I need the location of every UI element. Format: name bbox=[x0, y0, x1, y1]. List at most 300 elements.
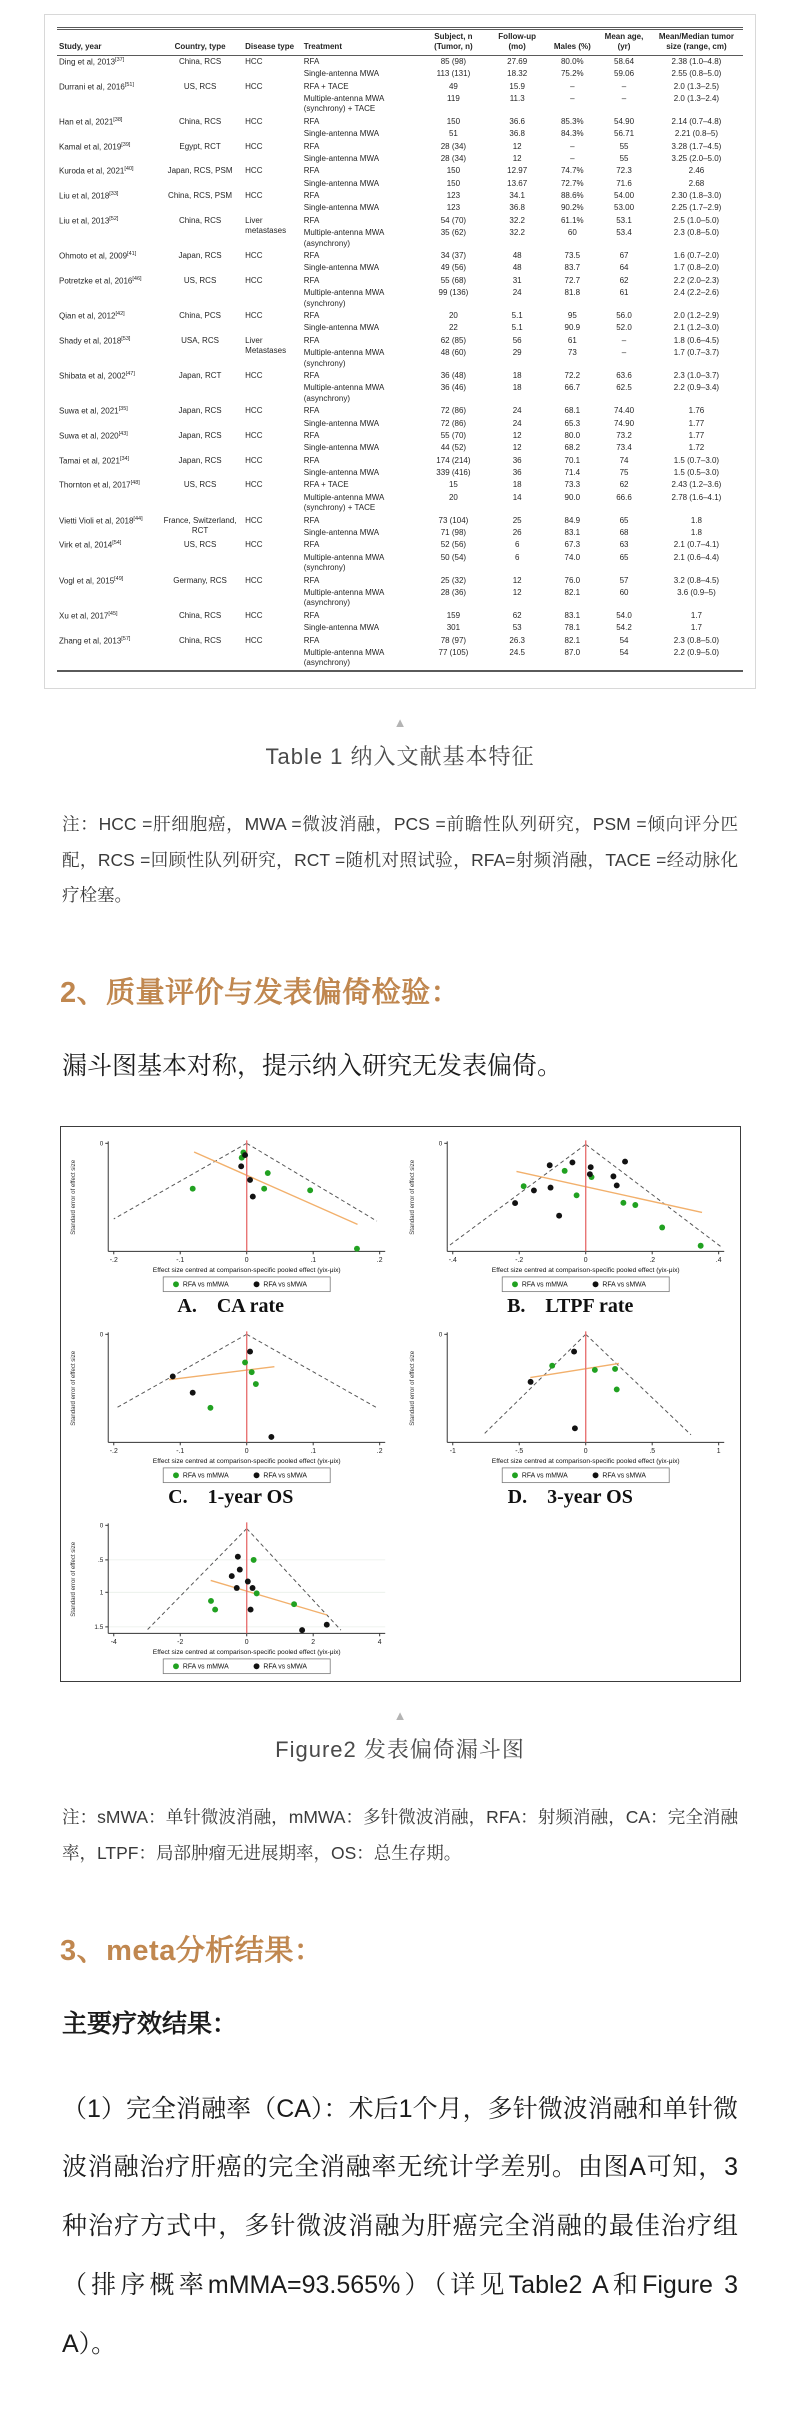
table-header-row bbox=[57, 29, 743, 56]
study-cell: Xu et al, 2017[45] bbox=[59, 610, 118, 621]
age-cell: 54 bbox=[619, 635, 629, 645]
subject-cell: 49 (56) bbox=[440, 263, 467, 273]
males-cell: 84.9 bbox=[564, 515, 581, 525]
subject-cell: 36 (48) bbox=[440, 370, 467, 380]
svg-text:RFA vs mMWA: RFA vs mMWA bbox=[182, 1472, 229, 1480]
males-cell: 74.0 bbox=[564, 552, 581, 562]
subject-cell: 49 bbox=[448, 81, 458, 91]
treatment-cell: RFA bbox=[303, 166, 320, 176]
size-cell: 2.14 (0.7–4.8) bbox=[671, 116, 722, 126]
study-cell: Suwa et al, 2021[35] bbox=[59, 406, 128, 416]
column-header: Follow-up (mo) bbox=[488, 29, 547, 56]
subject-cell: 119 bbox=[447, 93, 460, 103]
males-cell: 65.3 bbox=[564, 418, 581, 428]
followup-cell: 12 bbox=[512, 153, 522, 163]
age-cell: 60 bbox=[619, 587, 629, 597]
funnel-plot-svg-A bbox=[65, 1137, 397, 1295]
treatment-cell: Single-antenna MWA bbox=[303, 129, 380, 139]
table-row bbox=[57, 455, 743, 467]
country-cell: US, RCS bbox=[183, 480, 217, 490]
age-cell: 54.90 bbox=[614, 116, 635, 126]
funnel-plot-grid bbox=[61, 1137, 740, 1677]
disease-cell: HCC bbox=[245, 116, 263, 126]
subject-cell: 85 (98) bbox=[440, 56, 467, 66]
males-cell: 72.2 bbox=[564, 370, 581, 380]
country-cell: US, RCS bbox=[183, 540, 217, 550]
funnel-plot-A bbox=[61, 1137, 401, 1326]
followup-cell: 48 bbox=[512, 263, 522, 273]
subject-cell: 52 (56) bbox=[440, 540, 467, 550]
column-header: Subject, n (Tumor, n) bbox=[419, 29, 488, 56]
treatment-cell: RFA bbox=[303, 310, 320, 320]
followup-cell: 12 bbox=[512, 141, 522, 151]
size-cell: 2.43 (1.2–3.6) bbox=[671, 480, 722, 490]
funnel-plot-svg-E bbox=[65, 1519, 397, 1677]
funnel-plot-E bbox=[61, 1519, 401, 1677]
males-cell: 83.1 bbox=[564, 528, 581, 538]
age-cell: 61 bbox=[619, 288, 629, 298]
table-row bbox=[57, 116, 743, 128]
size-cell: 1.77 bbox=[688, 430, 705, 440]
males-cell: 61.1% bbox=[560, 215, 584, 225]
subject-cell: 77 (105) bbox=[438, 647, 469, 657]
size-cell: 2.25 (1.7–2.9) bbox=[671, 203, 722, 213]
subject-cell: 20 bbox=[448, 492, 458, 502]
males-cell: – bbox=[570, 93, 575, 103]
size-cell: 3.25 (2.0–5.0) bbox=[671, 153, 722, 163]
section2-heading: 2、质量评价与发表偏倚检验： bbox=[60, 977, 461, 1010]
figure2-image[interactable] bbox=[60, 1126, 741, 1682]
country-cell: China, PCS bbox=[179, 310, 221, 320]
age-cell: 62 bbox=[619, 480, 629, 490]
subject-cell: 35 (62) bbox=[440, 228, 467, 238]
table-row bbox=[57, 310, 743, 322]
study-cell: Ding et al, 2013[37] bbox=[59, 56, 125, 67]
treatment-cell: Single-antenna MWA bbox=[303, 69, 380, 79]
svg-text:RFA vs sMWA: RFA vs sMWA bbox=[602, 1281, 647, 1289]
figure2-caption: Figure2 发表偏倚漏斗图 bbox=[275, 1737, 525, 1763]
followup-cell: 12 bbox=[512, 443, 522, 453]
size-cell: 2.1 (0.6–4.4) bbox=[673, 552, 720, 562]
table-row bbox=[57, 275, 743, 287]
treatment-cell: Single-antenna MWA bbox=[303, 203, 380, 213]
svg-text:RFA vs sMWA: RFA vs sMWA bbox=[602, 1472, 647, 1480]
age-cell: 62 bbox=[619, 275, 629, 285]
disease-cell: Liver Metastases bbox=[245, 335, 287, 356]
males-cell: 75.2% bbox=[560, 69, 584, 79]
size-cell: 1.7 (0.8–2.0) bbox=[673, 263, 720, 273]
svg-text:Effect size centred at compari: Effect size centred at comparison-specific pooled effect (yix-μix) bbox=[152, 1649, 341, 1657]
treatment-cell: RFA bbox=[303, 635, 320, 645]
svg-text:RFA vs mMWA: RFA vs mMWA bbox=[522, 1472, 568, 1480]
treatment-cell: Single-antenna MWA bbox=[303, 323, 380, 333]
treatment-cell: RFA bbox=[303, 56, 320, 66]
subject-cell: 150 bbox=[446, 178, 461, 188]
treatment-cell: RFA bbox=[303, 455, 320, 465]
treatment-cell: RFA bbox=[303, 370, 320, 380]
funnel-plot-svg-C bbox=[65, 1328, 397, 1486]
svg-text:-.5: -.5 bbox=[515, 1448, 524, 1456]
age-cell: 56.71 bbox=[614, 129, 635, 139]
study-cell: Durrani et al, 2016[51] bbox=[59, 81, 135, 92]
subject-cell: 25 (32) bbox=[440, 575, 467, 585]
subject-cell: 55 (68) bbox=[440, 275, 467, 285]
treatment-cell: Multiple-antenna MWA (asynchrony) bbox=[303, 383, 384, 403]
followup-cell: 48 bbox=[512, 251, 522, 261]
country-cell: Japan, RCS bbox=[178, 251, 222, 261]
followup-cell: 32.2 bbox=[509, 215, 525, 225]
treatment-cell: RFA + TACE bbox=[303, 480, 349, 490]
subject-cell: 159 bbox=[446, 610, 461, 620]
age-cell: – bbox=[621, 348, 627, 358]
males-cell: 84.3% bbox=[560, 129, 584, 139]
followup-cell: 5.1 bbox=[511, 323, 523, 333]
treatment-cell: Single-antenna MWA bbox=[303, 468, 380, 478]
followup-cell: 31 bbox=[512, 275, 522, 285]
treatment-cell: Single-antenna MWA bbox=[303, 623, 380, 633]
svg-text:Standard error of effect size: Standard error of effect size bbox=[409, 1350, 417, 1426]
followup-cell: 18.32 bbox=[507, 69, 528, 79]
study-cell: Liu et al, 2013[52] bbox=[59, 215, 119, 226]
funnel-plot-caption-D: D. 3-year OS bbox=[507, 1486, 633, 1509]
subject-cell: 113 (131) bbox=[436, 69, 471, 79]
table-row bbox=[57, 190, 743, 202]
size-cell: 2.4 (2.2–2.6) bbox=[673, 288, 720, 298]
size-cell: 2.0 (1.3–2.5) bbox=[673, 81, 720, 91]
country-cell: USA, RCS bbox=[181, 335, 219, 345]
svg-text:0: 0 bbox=[244, 1639, 249, 1647]
table-row bbox=[57, 479, 743, 491]
followup-cell: 36 bbox=[512, 468, 522, 478]
svg-text:Effect size centred at compari: Effect size centred at comparison-specific pooled effect (yix-μix) bbox=[152, 1458, 341, 1466]
followup-cell: 36 bbox=[512, 455, 522, 465]
treatment-cell: RFA bbox=[303, 406, 320, 416]
size-cell: 2.30 (1.8–3.0) bbox=[671, 191, 722, 201]
svg-text:-.1: -.1 bbox=[175, 1448, 184, 1456]
followup-cell: 12 bbox=[512, 587, 522, 597]
males-cell: – bbox=[570, 81, 575, 91]
svg-text:1: 1 bbox=[99, 1589, 104, 1597]
svg-text:0: 0 bbox=[439, 1331, 443, 1339]
treatment-cell: Single-antenna MWA bbox=[303, 178, 380, 188]
age-cell: 73.2 bbox=[616, 430, 632, 440]
males-cell: 60 bbox=[567, 228, 577, 238]
disease-cell: HCC bbox=[245, 430, 263, 440]
svg-text:.5: .5 bbox=[97, 1557, 104, 1565]
size-cell: 1.7 (0.7–3.7) bbox=[673, 348, 720, 358]
svg-text:Effect size centred at compari: Effect size centred at comparison-specific pooled effect (yix-μix) bbox=[152, 1267, 341, 1275]
table-row bbox=[57, 405, 743, 417]
males-cell: 87.0 bbox=[564, 647, 581, 657]
age-cell: 53.00 bbox=[614, 203, 635, 213]
size-cell: 2.5 (1.0–5.0) bbox=[673, 215, 720, 225]
followup-cell: 36.8 bbox=[509, 129, 525, 139]
treatment-cell: Single-antenna MWA bbox=[303, 263, 380, 273]
subject-cell: 51 bbox=[448, 129, 458, 139]
column-header: Disease type bbox=[243, 29, 302, 56]
collapse-triangle-icon: ▲ bbox=[393, 1708, 407, 1724]
country-cell: Japan, RCS bbox=[178, 406, 222, 416]
males-cell: 78.1 bbox=[564, 623, 581, 633]
study-cell: Virk et al, 2014[54] bbox=[59, 540, 122, 551]
study-cell: Thornton et al, 2017[48] bbox=[59, 480, 140, 491]
age-cell: 63.6 bbox=[616, 370, 632, 380]
svg-text:Standard error of effect size: Standard error of effect size bbox=[69, 1541, 77, 1617]
study-cell: Vietti Violi et al, 2018[44] bbox=[59, 515, 143, 526]
disease-cell: HCC bbox=[245, 455, 263, 465]
country-cell: Japan, RCS, PSM bbox=[167, 166, 233, 176]
svg-text:0: 0 bbox=[584, 1257, 588, 1265]
study-cell: Ohmoto et al, 2009[41] bbox=[59, 251, 137, 261]
country-cell: China, RCS bbox=[178, 635, 222, 645]
age-cell: 75 bbox=[619, 468, 629, 478]
treatment-cell: RFA + TACE bbox=[303, 81, 349, 91]
age-cell: 72.3 bbox=[616, 166, 632, 176]
followup-cell: 12 bbox=[512, 575, 522, 585]
subject-cell: 99 (136) bbox=[438, 288, 469, 298]
subject-cell: 123 bbox=[446, 203, 461, 213]
age-cell: 54.00 bbox=[614, 191, 635, 201]
followup-cell: 24.5 bbox=[509, 647, 525, 657]
table-row bbox=[57, 81, 743, 93]
study-cell: Qian et al, 2012[42] bbox=[59, 310, 125, 321]
table-row bbox=[57, 430, 743, 442]
svg-text:Standard error of effect size: Standard error of effect size bbox=[69, 1350, 77, 1426]
svg-text:-4: -4 bbox=[110, 1639, 117, 1647]
subject-cell: 72 (86) bbox=[440, 406, 467, 416]
funnel-plot-svg-D bbox=[404, 1328, 736, 1486]
treatment-cell: Single-antenna MWA bbox=[303, 443, 380, 453]
disease-cell: HCC bbox=[245, 56, 263, 66]
size-cell: 2.3 (0.8–5.0) bbox=[673, 228, 720, 238]
followup-cell: 36.8 bbox=[509, 203, 525, 213]
size-cell: 2.2 (0.9–5.0) bbox=[673, 647, 720, 657]
age-cell: 54.2 bbox=[616, 623, 632, 633]
treatment-cell: Multiple-antenna MWA (synchrony) bbox=[303, 552, 384, 573]
table1-image[interactable] bbox=[44, 14, 756, 689]
followup-cell: 27.69 bbox=[507, 56, 528, 66]
followup-cell: 36.6 bbox=[509, 116, 525, 126]
country-cell: Japan, RCT bbox=[178, 370, 222, 380]
size-cell: 2.2 (2.0–2.3) bbox=[673, 275, 720, 285]
treatment-cell: RFA bbox=[303, 191, 320, 201]
males-cell: 81.8 bbox=[564, 288, 581, 298]
subject-cell: 54 (70) bbox=[440, 215, 467, 225]
size-cell: 2.78 (1.6–4.1) bbox=[671, 492, 722, 502]
followup-cell: 12.97 bbox=[507, 166, 528, 176]
table-row bbox=[57, 141, 743, 153]
svg-text:-.2: -.2 bbox=[109, 1448, 118, 1456]
males-cell: 95 bbox=[567, 310, 577, 320]
subject-cell: 55 (70) bbox=[440, 430, 467, 440]
age-cell: 74.40 bbox=[614, 406, 635, 416]
svg-text:1.5: 1.5 bbox=[94, 1624, 104, 1632]
column-header: Treatment bbox=[302, 29, 419, 56]
table1-note: 注：HCC =肝细胞癌，MWA =微波消融，PCS =前瞻性队列研究，PSM =倾向评分匹配，RCS =回顾性队列研究，RCT =随机对照试验，RFA=射频消融，TACE =经动脉化疗栓塞。 bbox=[62, 813, 738, 906]
treatment-cell: RFA bbox=[303, 215, 320, 225]
funnel-plot-caption-B: B. LTPF rate bbox=[507, 1295, 634, 1318]
age-cell: – bbox=[621, 81, 627, 91]
table-row bbox=[57, 165, 743, 177]
table-row bbox=[57, 515, 743, 527]
followup-cell: 25 bbox=[512, 515, 522, 525]
males-cell: 73.5 bbox=[564, 251, 581, 261]
country-cell: Japan, RCS bbox=[178, 430, 222, 440]
subject-cell: 34 (37) bbox=[440, 251, 467, 261]
treatment-cell: RFA bbox=[303, 430, 320, 440]
males-cell: 85.3% bbox=[560, 116, 584, 126]
followup-cell: 18 bbox=[512, 480, 522, 490]
age-cell: – bbox=[621, 335, 627, 345]
country-cell: Japan, RCS bbox=[178, 455, 222, 465]
treatment-cell: Multiple-antenna MWA (asynchrony) bbox=[303, 587, 384, 608]
size-cell: 1.76 bbox=[688, 406, 705, 416]
size-cell: 1.7 bbox=[690, 623, 702, 633]
study-cell: Vogl et al, 2015[49] bbox=[59, 575, 124, 586]
country-cell: US, RCS bbox=[183, 81, 217, 91]
disease-cell: HCC bbox=[245, 191, 263, 201]
followup-cell: 62 bbox=[512, 610, 522, 620]
treatment-cell: Single-antenna MWA bbox=[303, 153, 380, 163]
followup-cell: 24 bbox=[512, 406, 522, 416]
table-row bbox=[57, 55, 743, 68]
country-cell: China, RCS bbox=[178, 56, 222, 66]
size-cell: 1.5 (0.5–3.0) bbox=[673, 468, 720, 478]
age-cell: 73.4 bbox=[616, 443, 632, 453]
size-cell: 2.38 (1.0–4.8) bbox=[671, 56, 722, 66]
svg-text:0: 0 bbox=[244, 1448, 249, 1456]
males-cell: 73.3 bbox=[564, 480, 581, 490]
subject-cell: 28 (34) bbox=[440, 153, 467, 163]
svg-text:.2: .2 bbox=[376, 1257, 383, 1265]
age-cell: 74.90 bbox=[614, 418, 635, 428]
treatment-cell: Multiple-antenna MWA (asynchrony) bbox=[303, 647, 384, 668]
size-cell: 1.8 (0.6–4.5) bbox=[673, 335, 720, 345]
treatment-cell: RFA bbox=[303, 116, 320, 126]
table-row bbox=[57, 250, 743, 262]
size-cell: 1.72 bbox=[688, 443, 705, 453]
subject-cell: 72 (86) bbox=[440, 418, 467, 428]
study-cell: Zhang et al, 2013[57] bbox=[59, 635, 131, 646]
size-cell: 1.8 bbox=[690, 515, 702, 525]
column-header: Mean age, (yr) bbox=[598, 29, 650, 56]
size-cell: 3.2 (0.8–4.5) bbox=[673, 575, 720, 585]
svg-text:-.2: -.2 bbox=[515, 1257, 524, 1265]
size-cell: 2.0 (1.3–2.4) bbox=[673, 93, 720, 103]
svg-text:0: 0 bbox=[244, 1257, 249, 1265]
size-cell: 2.1 (1.2–3.0) bbox=[673, 323, 720, 333]
treatment-cell: RFA bbox=[303, 540, 320, 550]
size-cell: 3.6 (0.9–5) bbox=[677, 587, 716, 597]
country-cell: France, Switzerland, RCT bbox=[163, 515, 237, 536]
subject-cell: 174 (214) bbox=[436, 455, 471, 465]
column-header: Country, type bbox=[157, 29, 243, 56]
age-cell: 55 bbox=[619, 141, 629, 151]
males-cell: 72.7% bbox=[560, 178, 584, 188]
males-cell: 74.7% bbox=[560, 166, 584, 176]
age-cell: 59.06 bbox=[614, 69, 635, 79]
svg-text:RFA vs sMWA: RFA vs sMWA bbox=[263, 1281, 307, 1289]
males-cell: – bbox=[570, 153, 575, 163]
table-row bbox=[57, 610, 743, 622]
funnel-plot-D bbox=[401, 1328, 741, 1517]
svg-text:.1: .1 bbox=[310, 1448, 316, 1456]
males-cell: 90.2% bbox=[560, 203, 584, 213]
svg-text:.5: .5 bbox=[649, 1448, 656, 1456]
treatment-cell: RFA bbox=[303, 141, 320, 151]
age-cell: 53.4 bbox=[616, 228, 632, 238]
disease-cell: HCC bbox=[245, 275, 263, 285]
svg-text:-.1: -.1 bbox=[175, 1257, 184, 1265]
treatment-cell: RFA bbox=[303, 610, 320, 620]
size-cell: 2.2 (0.9–3.4) bbox=[673, 383, 720, 393]
disease-cell: HCC bbox=[245, 540, 263, 550]
section3-subheading: 主要疗效结果： bbox=[62, 2009, 238, 2038]
svg-text:.4: .4 bbox=[716, 1257, 722, 1265]
followup-cell: 34.1 bbox=[509, 191, 525, 201]
subject-cell: 78 (97) bbox=[440, 635, 467, 645]
males-cell: 68.1 bbox=[564, 406, 581, 416]
age-cell: 58.64 bbox=[614, 56, 635, 66]
collapse-triangle-icon: ▲ bbox=[393, 714, 407, 730]
disease-cell: HCC bbox=[245, 251, 263, 261]
followup-cell: 53 bbox=[512, 623, 522, 633]
followup-cell: 26.3 bbox=[509, 635, 525, 645]
treatment-cell: Multiple-antenna MWA (asynchrony) bbox=[303, 228, 384, 248]
disease-cell: HCC bbox=[245, 81, 263, 91]
svg-text:RFA vs mMWA: RFA vs mMWA bbox=[182, 1281, 229, 1289]
treatment-cell: RFA bbox=[303, 575, 320, 585]
age-cell: 55 bbox=[619, 153, 629, 163]
svg-text:-1: -1 bbox=[449, 1448, 457, 1456]
study-cell: Tamai et al, 2021[34] bbox=[59, 455, 130, 466]
svg-text:-.2: -.2 bbox=[109, 1257, 118, 1265]
disease-cell: HCC bbox=[245, 635, 263, 645]
followup-cell: 29 bbox=[512, 348, 522, 358]
svg-text:Standard error of effect size: Standard error of effect size bbox=[409, 1159, 417, 1235]
subject-cell: 50 (54) bbox=[440, 552, 467, 562]
followup-cell: 13.67 bbox=[507, 178, 528, 188]
disease-cell: HCC bbox=[245, 406, 263, 416]
funnel-plot-caption-A: A. CA rate bbox=[177, 1295, 285, 1318]
males-cell: 83.1 bbox=[564, 610, 581, 620]
study-cell: Kamal et al, 2019[39] bbox=[59, 141, 131, 152]
country-cell: China, RCS bbox=[178, 610, 222, 620]
funnel-plot-caption-C: C. 1-year OS bbox=[168, 1486, 294, 1509]
size-cell: 1.7 bbox=[690, 610, 702, 620]
svg-text:Effect size centred at compari: Effect size centred at comparison-specific pooled effect (yix-μix) bbox=[492, 1458, 680, 1466]
svg-text:0: 0 bbox=[99, 1140, 104, 1148]
section2-body: 漏斗图基本对称，提示纳入研究无发表偏倚。 bbox=[62, 1052, 563, 1081]
size-cell: 2.1 (0.7–4.1) bbox=[673, 540, 720, 550]
study-cell: Kuroda et al, 2021[40] bbox=[59, 166, 134, 176]
table-row bbox=[57, 575, 743, 587]
funnel-plot-svg-B bbox=[404, 1137, 736, 1295]
age-cell: 65 bbox=[619, 515, 629, 525]
followup-cell: 18 bbox=[512, 370, 522, 380]
size-cell: 1.77 bbox=[688, 418, 705, 428]
study-cell: Han et al, 2021[38] bbox=[59, 116, 123, 127]
males-cell: 67.3 bbox=[564, 540, 581, 550]
males-cell: 88.6% bbox=[560, 191, 584, 201]
study-cell: Liu et al, 2018[33] bbox=[59, 191, 119, 201]
table1-caption: Table 1 纳入文献基本特征 bbox=[265, 743, 535, 769]
svg-text:1: 1 bbox=[717, 1448, 721, 1456]
followup-cell: 5.1 bbox=[511, 310, 523, 320]
country-cell: Germany, RCS bbox=[173, 575, 227, 585]
study-cell: Suwa et al, 2020[43] bbox=[59, 430, 128, 441]
svg-text:.2: .2 bbox=[649, 1257, 656, 1265]
